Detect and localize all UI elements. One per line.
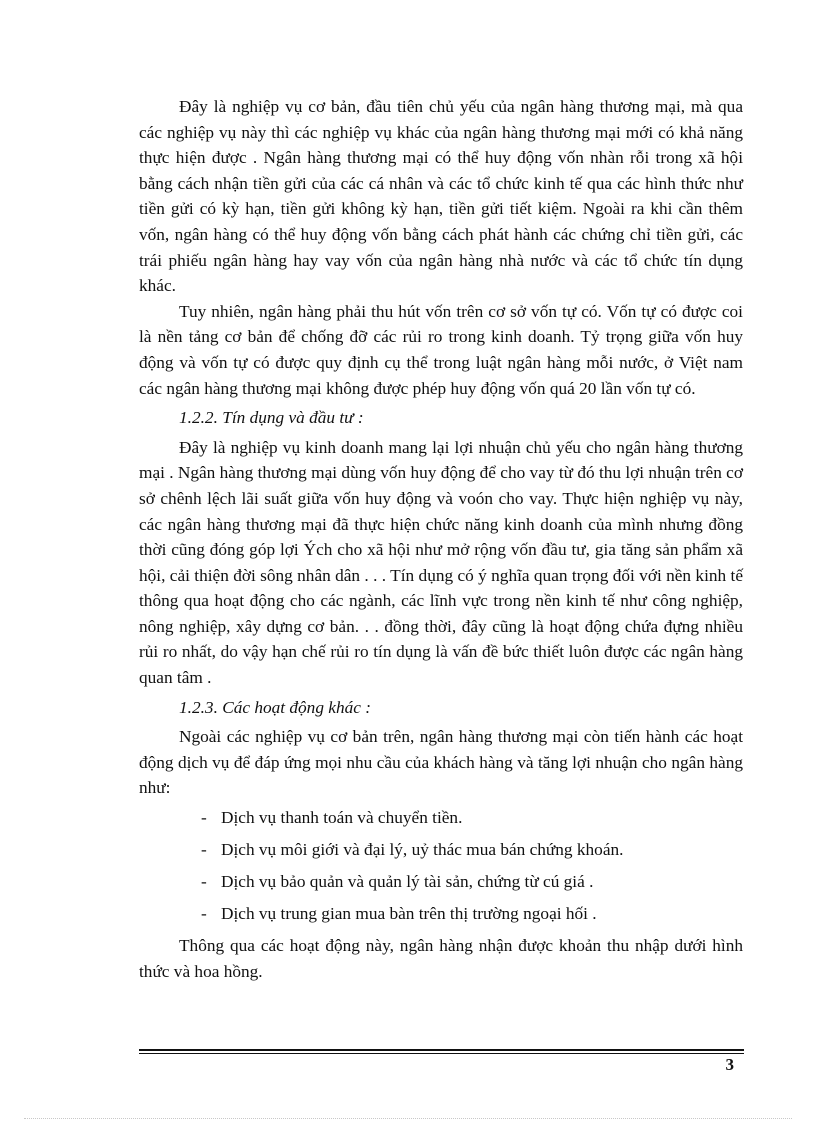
section-heading-other-activities: 1.2.3. Các hoạt động khác : [179,697,371,717]
paragraph-conclusion: Thông qua các hoạt động này, ngân hàng nhận được khoản thu nhập dưới hình thức và hoa hồng. [139,936,743,981]
list-bullet-dash: - [201,872,207,892]
paragraph-credit-investment: Đây là nghiệp vụ kinh doanh mang lại lợi nhuận chủ yếu cho ngân hàng thương mại . Ngân hàng thương mại dùng vốn huy động để cho vay từ đó thu lợi nhuận trên cơ sở chênh lệch lãi suất giữa vốn huy động và voón cho vay. Thực hiện nghiệp vụ này, các ngân hàng thương mại đã thực hiện chức năng kinh doanh của mình nhưng đồng thời cũng đóng góp lợi Ých cho xã hội như mở rộng vốn đầu tư, gia tăng sản phẩm xã hội, cải thiện đời sông nhân dân . . . Tín dụng có ý nghĩa quan trọng đối với nền kinh tế thông qua hoạt động cho các ngành, các lĩnh vực trong nền kinh tế như công nghiệp, nông nghiệp, xây dựng cơ bản. . . đồng thời, đây cũng là hoạt động chứa đựng nhiều rủi ro nhất, do vậy hạn chế rủi ro tín dụng là vấn đề bức thiết luôn được các ngân hàng quan tâm . [139,437,743,688]
section-heading-credit-investment: 1.2.2. Tín dụng và đầu tư : [179,408,364,428]
list-item-text: Dịch vụ bảo quản và quản lý tài sản, chứng từ cú giá . [221,872,594,892]
paragraph-deposit-mobilization: Đây là nghiệp vụ cơ bản, đầu tiên chủ yếu của ngân hàng thương mại, mà qua các nghiệp vụ này thì các nghiệp vụ khác của ngân hàng thương mại mới có khả năng thực hiện được . Ngân hàng thương mại có thể huy động vốn nhàn rỗi trong xã hội bằng cách nhận tiền gửi của các cá nhân và các tổ chức kinh tế qua các hình thức như tiền gửi có kỳ hạn, tiền gửi không kỳ hạn, tiền gửi tiết kiệm. Ngoài ra khi cần thêm vốn, ngân hàng có thể huy động vốn bằng cách phát hành các chứng chỉ tiền gửi, các trái phiếu ngân hàng hay vay vốn của ngân hàng nhà nước và các tổ chức tín dụng khác. [139,97,743,296]
paragraph-equity-capital: Tuy nhiên, ngân hàng phải thu hút vốn trên cơ sở vốn tự có. Vốn tự có được coi là nền tảng cơ bản để chống đỡ các rủi ro trong kinh doanh. Tỷ trọng giữa vốn huy động và vốn tự có được quy định cụ thể trong luật ngân hàng mỗi nước, ở Việt nam các ngân hàng thương mại không được phép huy động vốn quá 20 lần vốn tự có. [139,301,743,398]
paragraph-other-activities: Ngoài các nghiệp vụ cơ bản trên, ngân hàng thương mại còn tiến hành các hoạt động dịch vụ để đáp ứng mọi nhu cầu của khách hàng và tăng lợi nhuận cho ngân hàng như: [139,727,743,798]
list-bullet-dash: - [201,904,207,924]
list-item [139,869,743,895]
list-item [139,805,743,831]
services-list [139,805,743,927]
list-bullet-dash: - [201,840,207,860]
page-number: 3 [725,1055,734,1074]
list-item-text: Dịch vụ thanh toán và chuyển tiền. [221,808,463,828]
list-item [139,837,743,863]
footer-divider-thin [139,1053,744,1054]
list-bullet-dash: - [201,808,207,828]
document-body [139,94,743,985]
footer-divider-thick [139,1049,744,1051]
list-item-text: Dịch vụ trung gian mua bàn trên thị trường ngoại hối . [221,904,597,924]
list-item [139,901,743,927]
page-edge-dotted-line [24,1118,792,1119]
list-item-text: Dịch vụ môi giới và đại lý, uỷ thác mua bán chứng khoán. [221,840,624,860]
